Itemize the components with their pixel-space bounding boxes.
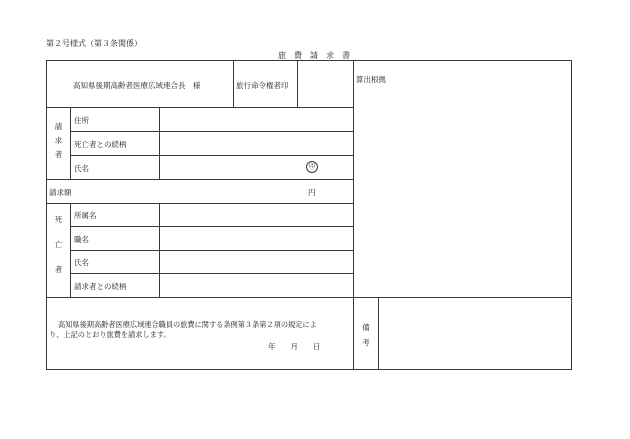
claimant-group-char: 求 <box>54 136 63 145</box>
deceased-position-label: 職名 <box>74 235 89 244</box>
declaration-line-1: 高知県後期高齢者医療広域連合職員の旅費に関する条例第３条第２項の規定によ <box>58 320 317 329</box>
form-number: 第２号様式（第３条関係） <box>46 39 142 48</box>
claimant-name-label: 氏名 <box>74 164 89 173</box>
calculation-basis-field[interactable] <box>354 84 571 296</box>
claimant-name-field[interactable] <box>160 156 353 179</box>
remarks-label <box>354 322 378 348</box>
remarks-field[interactable] <box>379 298 571 369</box>
claimant-address-label: 住所 <box>74 116 89 125</box>
claimant-group-char: 者 <box>54 150 63 159</box>
seal-mark <box>306 161 318 173</box>
deceased-relation-label: 請求者との続柄 <box>74 282 127 291</box>
deceased-group-char: 者 <box>54 265 63 274</box>
claimant-group-divider <box>70 107 71 179</box>
addressee-divider <box>233 60 234 107</box>
seal-mark-text: 印 <box>308 163 315 170</box>
deceased-affiliation-label: 所属名 <box>74 211 97 220</box>
declaration-date[interactable]: 年 月 日 <box>268 342 321 351</box>
claimant-relation-label: 死亡者との続柄 <box>74 140 127 149</box>
outer-bottom-border <box>46 369 572 370</box>
declaration-line-2: り、上記のとおり旅費を請求します。 <box>49 330 171 339</box>
claim-amount-label: 請求額 <box>49 188 72 197</box>
addressee: 高知県後期高齢者医療広域連合長 様 <box>73 81 201 90</box>
approver-seal-box[interactable] <box>298 61 353 107</box>
remarks-char: 備 <box>362 323 370 332</box>
deceased-name-field[interactable] <box>160 251 353 273</box>
outer-right-border <box>571 60 572 370</box>
calculation-basis-label: 算出根拠 <box>356 75 386 84</box>
claim-amount-unit: 円 <box>308 188 316 197</box>
claimant-group-char: 請 <box>54 122 63 131</box>
deceased-affiliation-field[interactable] <box>160 204 353 226</box>
deceased-name-label: 氏名 <box>74 258 89 267</box>
claim-amount-field[interactable] <box>71 180 301 203</box>
deceased-group-label <box>47 214 70 275</box>
claimant-group-label <box>47 121 70 160</box>
claimant-address-field[interactable] <box>160 108 353 131</box>
deceased-group-char: 死 <box>54 215 63 224</box>
approver-seal-label: 旅行命令権者印 <box>236 81 289 90</box>
deceased-group-char: 亡 <box>54 240 63 249</box>
form-title: 旅 費 請 求 書 <box>278 51 350 60</box>
deceased-relation-field[interactable] <box>160 274 353 297</box>
remarks-char: 考 <box>362 338 370 347</box>
deceased-position-field[interactable] <box>160 227 353 250</box>
claimant-relation-field[interactable] <box>160 132 353 155</box>
